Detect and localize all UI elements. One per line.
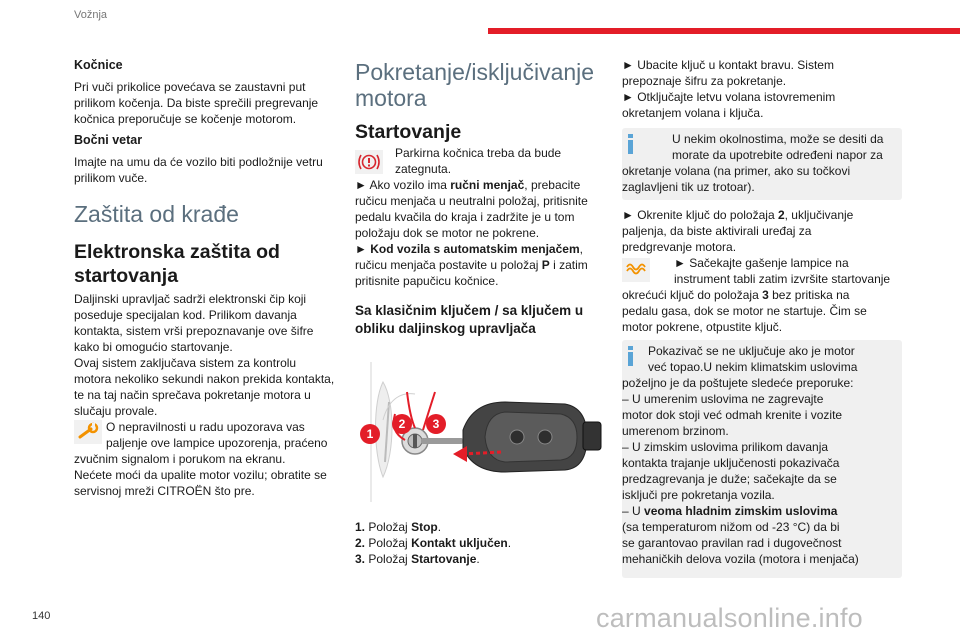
brakes-text-3: kočnica preporučuje se kočenje motorom. xyxy=(74,112,297,126)
position-2-num: 2. xyxy=(355,536,366,550)
info2-text-5: motor dok stoji već odmah krenite i vozite xyxy=(622,408,843,422)
info-box-steering xyxy=(622,128,902,200)
position-2-pre: Položaj xyxy=(368,536,412,550)
immob-text-8: slučaju provale. xyxy=(74,404,158,418)
position-1-num: 1. xyxy=(355,520,366,534)
insert-text-1: ► Ubacite ključ u kontakt bravu. Sistem xyxy=(622,58,834,72)
info2-text-12: (sa temperaturom nižom od -23 °C) da bi xyxy=(622,520,840,534)
section-header: Vožnja xyxy=(74,9,108,21)
immob-text-2: poseduje specijalan kod. Prilikom davanja xyxy=(74,308,297,322)
auto-post: , xyxy=(579,242,583,256)
info-icon xyxy=(628,134,633,154)
automatic-gearbox-line xyxy=(355,242,615,258)
immob-text-1: Daljinski upravljač sadrži elektronski čip koji xyxy=(74,292,307,306)
manual-pre: ► Ako vozilo ima xyxy=(355,178,451,192)
automatic-text-2 xyxy=(355,258,615,274)
position-3-post: . xyxy=(476,552,480,566)
position-1 xyxy=(355,520,615,536)
position-3-pre: Položaj xyxy=(368,552,412,566)
info1-text-4: zaglavljeni tik uz trotoar). xyxy=(622,180,755,194)
position-2-bold: Kontakt uključen xyxy=(411,536,508,550)
position-2 xyxy=(355,536,615,552)
starting-title: Startovanje xyxy=(355,121,462,143)
middle-column xyxy=(355,58,615,568)
info2-text-2: već topao.U nekim klimatskim uslovima xyxy=(648,360,858,374)
info2-text-10: isključi pre pokretanja vozila. xyxy=(622,488,775,502)
immobiliser-title-1: Elektronska zaštita od xyxy=(74,241,280,263)
glow-bold: 3 xyxy=(762,288,769,302)
glow-text-1: ► Sačekajte gašenje lampice na xyxy=(674,256,849,270)
immob-text-5: Ovaj sistem zaključava sistem za kontrolu xyxy=(74,356,297,370)
info2-cold-line xyxy=(622,504,902,520)
manual-gearbox-line xyxy=(355,178,615,194)
manual-text-4: položaju dok se motor ne pokrene. xyxy=(355,226,540,240)
manual-post: , prebacite xyxy=(524,178,581,192)
parking-text-2: zategnuta. xyxy=(395,162,452,176)
cold-pre: – U xyxy=(622,504,645,518)
cold-bold: veoma hladnim zimskim uslovima xyxy=(644,504,838,518)
automatic-text-3: pritisnite papučicu kočnice. xyxy=(355,274,499,288)
auto-bold: ► Kod vozila s automatskim menjačem xyxy=(355,242,580,256)
marker-2: 2 xyxy=(392,414,412,434)
key-section-title-2: obliku daljinskog upravljača xyxy=(355,321,536,336)
auto-line2-bold: P xyxy=(541,258,550,272)
glow-post: bez pritiska na xyxy=(768,288,850,302)
warn-text-4: Nećete moći da upalite motor vozilu; obratite se xyxy=(74,468,327,482)
info2-text-4: – U umerenim uslovima ne zagrevajte xyxy=(622,392,824,406)
info2-text-8: kontakta trajanje uključenosti pokazivača xyxy=(622,456,840,470)
immob-text-3: kontakta, sistem vrši prepoznavanje ove šifre xyxy=(74,324,314,338)
manual-text-2: ručicu menjača u neutralni položaj, pritisnite xyxy=(355,194,588,208)
info2-text-13: se garantovao pravilan rad i dugovečnost xyxy=(622,536,842,550)
wind-text-1: Imajte na umu da će vozilo biti podložnije vetru xyxy=(74,155,323,169)
wind-title: Bočni vetar xyxy=(74,133,143,147)
turn-key-line xyxy=(622,208,902,224)
insert-text-2: prepoznaje šifru za pokretanje. xyxy=(622,74,787,88)
glow-text-5: motor pokrene, otpustite ključ. xyxy=(622,320,783,334)
position-1-post: . xyxy=(437,520,442,534)
info2-text-7: – U zimskim uslovima prilikom davanja xyxy=(622,440,829,454)
auto-line2-post: i zatim xyxy=(549,258,588,272)
position-2-post: . xyxy=(507,536,512,550)
immob-text-4: kako bi omogućio startovanje. xyxy=(74,340,233,354)
start-stop-title-2: motora xyxy=(355,85,427,111)
parking-brake-icon xyxy=(355,150,383,174)
marker-1: 1 xyxy=(360,424,380,444)
brakes-text-1: Pri vuči prikolice povećava se zaustavni put xyxy=(74,80,306,94)
glow-pre: okrećući ključ do položaja xyxy=(622,288,763,302)
glow-text-3 xyxy=(622,288,902,304)
warn-text-1: O nepravilnosti u radu upozorava vas xyxy=(106,420,305,434)
manual-bold: ručni menjač xyxy=(450,178,525,192)
header-accent-bar xyxy=(488,28,960,34)
page-number: 140 xyxy=(32,610,51,622)
info2-text-14: mehaničkih delova vozila (motora i menjača) xyxy=(622,552,859,566)
insert-text-3: ► Otključajte letvu volana istovremenim xyxy=(622,90,836,104)
insert-text-4: okretanjem volana i ključa. xyxy=(622,106,764,120)
info2-text-6: umerenom brzinom. xyxy=(622,424,729,438)
info2-text-3: poželjno je da poštujete sledeće preporuke: xyxy=(622,376,854,390)
info2-text-9: predzagrevanja je duže; sačekajte da se xyxy=(622,472,837,486)
start-stop-title-1: Pokretanje/isključivanje xyxy=(355,59,595,85)
info1-text-2: morate da upotrebite određeni napor za xyxy=(672,148,883,162)
theft-title: Zaštita od krađe xyxy=(74,201,239,227)
turn-post: , uključivanje xyxy=(784,208,854,222)
position-3-num: 3. xyxy=(355,552,366,566)
right-column xyxy=(622,58,902,580)
glow-plug-icon xyxy=(622,258,650,282)
marker-3: 3 xyxy=(426,414,446,434)
warn-text-3: zvučnim signalom i porukom na ekranu. xyxy=(74,452,286,466)
left-column xyxy=(74,58,346,498)
watermark: carmanualsonline.info xyxy=(596,603,863,633)
turn-bold: 2 xyxy=(777,208,785,222)
info-box-preheating xyxy=(622,340,902,578)
position-3 xyxy=(355,552,615,568)
position-3-bold: Startovanje xyxy=(411,552,477,566)
brakes-text-2: prilikom kočenja. Da biste sprečili pregrevanje xyxy=(74,96,319,110)
warn-text-5: servisnoj mreži CITROËN što pre. xyxy=(74,484,255,498)
parking-text-1: Parkirna kočnica treba da bude xyxy=(395,146,562,160)
position-1-bold: Stop xyxy=(411,520,438,534)
key-section-title-1: Sa klasičnim ključem / sa ključem u xyxy=(355,303,584,318)
turn-text-3: predgrevanje motora. xyxy=(622,240,737,254)
immob-text-6: motora nekoliko sekundi nakon prekida kontakta, xyxy=(74,372,335,386)
immob-text-7: te na taj način sprečava pokretanje motora u xyxy=(74,388,311,402)
position-1-pre: Položaj xyxy=(368,520,412,534)
turn-text-2: paljenja, da biste aktivirali uređaj za xyxy=(622,224,812,238)
info2-text-1: Pokazivač se ne uključuje ako je motor xyxy=(648,344,855,358)
info1-text-1: U nekim okolnostima, može se desiti da xyxy=(672,132,884,146)
turn-pre: ► Okrenite ključ do položaja xyxy=(622,208,778,222)
glow-text-4: pedalu gasa, dok se motor ne startuje. Čim se xyxy=(622,304,867,318)
warn-text-2: paljenje ove lampice upozorenja, praćeno xyxy=(106,436,328,450)
auto-line2-pre: ručicu menjača postavite u položaj xyxy=(355,258,542,272)
immobiliser-title-2: startovanja xyxy=(74,265,179,287)
wrench-warning-icon xyxy=(74,420,102,444)
glow-text-2: instrument tabli zatim izvršite startovanje xyxy=(674,272,891,286)
brakes-title: Kočnice xyxy=(74,58,123,72)
info1-text-3: okretanje volana (na primer, ako su točkovi xyxy=(622,164,851,178)
info-icon xyxy=(628,346,633,366)
wind-text-2: prilikom vuče. xyxy=(74,171,148,185)
manual-text-3: pedalu kvačila do kraja i zadržite je u tom xyxy=(355,210,575,224)
